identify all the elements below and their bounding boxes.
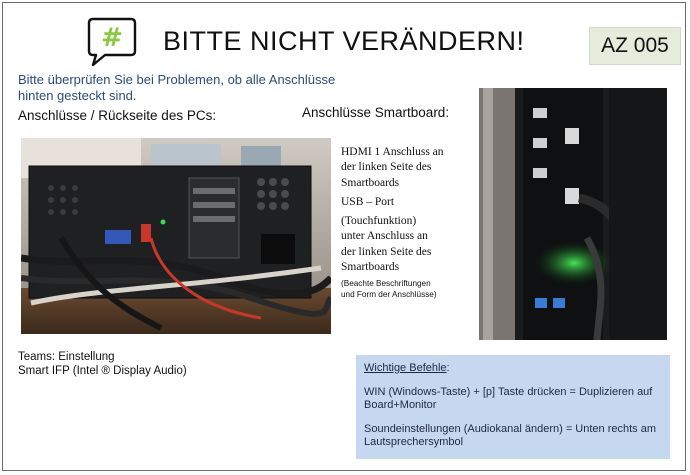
hdmi-line-1: HDMI 1 Anschluss an [341, 146, 444, 158]
usb-line-5: Smartboards [341, 261, 400, 274]
command-duplicate: WIN (Windows-Taste) + [p] Taste drücken = Duplizieren auf Board+Monitor [364, 386, 653, 411]
teams-setting [18, 350, 187, 378]
smartboard-ports-photo [479, 88, 667, 340]
commands-title-suffix: : [446, 362, 450, 374]
usb-line-3: unter Anschluss an [341, 230, 428, 243]
usb-line-4: der linken Seite des [341, 245, 432, 258]
hdmi-line-2: der linken Seite des [341, 161, 432, 174]
intro-line-1: Bitte überprüfen Sie bei Problemen, ob alle Anschlüsse [18, 72, 336, 87]
hdmi-line-3: Smartboards [341, 176, 400, 189]
note-line-1: (Beachte Beschriftungen [341, 279, 431, 289]
info-sheet [2, 2, 686, 471]
command-sound: Soundeinstellungen (Audiokanal ändern) = Unten rechts am Lautsprechersymbol [364, 423, 656, 448]
commands-heading [364, 362, 662, 375]
smartboard-description [341, 145, 473, 300]
commands-title: Wichtige Befehle [364, 362, 447, 374]
usb-line-1: USB – Port [341, 195, 395, 208]
usb-line-2: (Touchfunktion) [341, 215, 417, 228]
room-code-badge: AZ 005 [589, 27, 681, 65]
commands-box [356, 355, 670, 459]
teams-line-1: Teams: Einstellung [18, 351, 115, 363]
smartboard-ports-label: Anschlüsse Smartboard: [302, 105, 450, 120]
teams-line-2: Smart IFP (Intel ® Display Audio) [18, 365, 187, 377]
page-title: BITTE NICHT VERÄNDERN! [163, 26, 525, 56]
note-line-2: und Form der Anschlüsse) [341, 290, 437, 300]
pc-rear-photo [21, 138, 331, 334]
hashtag-speech-bubble-icon [83, 13, 139, 69]
pc-ports-label: Anschlüsse / Rückseite des PCs: [18, 108, 217, 123]
logo-symbol: # [101, 23, 123, 53]
intro-line-2: hinten gesteckt sind. [18, 88, 137, 103]
intro-text [18, 72, 378, 104]
